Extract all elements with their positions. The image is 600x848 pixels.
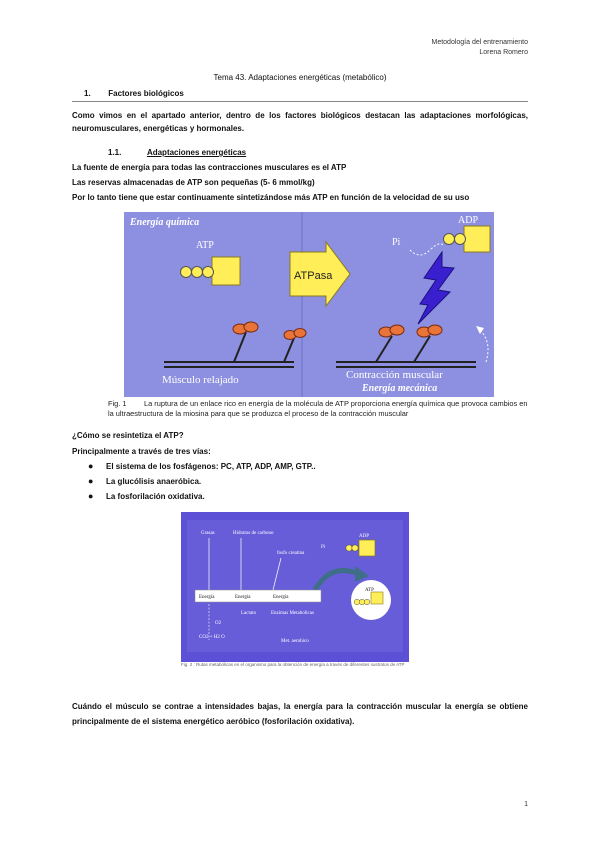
label-energia-quimica: Energía química [130, 217, 200, 228]
header-course: Metodología del entrenamiento [431, 39, 528, 46]
figure-1-caption [108, 399, 528, 419]
figure-2-metabolic-routes [181, 512, 409, 662]
list-item-text: La glucólisis anaeróbica. [106, 477, 202, 486]
label-adp-2: ADP [359, 534, 370, 539]
label-energia-mecanica: Energía mecánica [362, 383, 438, 394]
figure-1-caption-text: La ruptura de un enlace rico en energía de la molécula de ATP proporciona energía química que provoca cambios en la ultraestructura de la miosina para que se produzca el proceso de la contracción muscular [108, 399, 528, 418]
subsection-heading [108, 148, 246, 157]
paths-intro: Principalmente a través de tres vías: [72, 447, 211, 456]
label-energia-3: Energía [273, 595, 289, 600]
label-energia-1: Energía [199, 595, 215, 600]
label-atpasa: ATPasa [294, 270, 333, 282]
label-met-aerobico: Met. aerobico [281, 639, 309, 644]
list-item [72, 459, 316, 474]
header-author: Lorena Romero [479, 49, 528, 56]
label-enzimas: Enzimas Metabolicas [271, 611, 314, 616]
label-energia-2: Energía [235, 595, 251, 600]
bullet-icon: ● [88, 476, 94, 486]
subsection-title: Adaptaciones energéticas [146, 148, 247, 157]
intro-paragraph: Como vimos en el apartado anterior, dentro de los factores biológicos destacan las adaptaciones morfológicas, neuromusculares, energéticas y hormonales. [72, 111, 528, 133]
text-line-3: Por lo tanto tiene que estar continuamente sintetizándose más ATP en función de la velocidad de su uso [72, 193, 470, 202]
bullet-icon: ● [88, 461, 94, 471]
list-item-text: El sistema de los fosfágenos: PC, ATP, ADP, AMP, GTP.. [106, 462, 316, 471]
page-number: 1 [524, 801, 528, 808]
final-paragraph: Cuándo el músculo se contrae a intensidades bajas, la energía para la contracción muscular la energía se obtiene principalmente de el sistema energético aeróbico (fosforilación oxidativa). [72, 702, 528, 726]
label-o2: O2 [215, 621, 222, 626]
label-fosfo: fosfo creatina [277, 551, 305, 556]
text-line-1: La fuente de energía para todas las contracciones musculares es el ATP [72, 163, 347, 172]
label-hidratos: Hidratos de carbono [233, 531, 274, 536]
label-atp-2: ATP [365, 588, 374, 593]
section-title: Factores biológicos [108, 89, 184, 98]
section-divider [72, 101, 528, 102]
label-musculo-relajado: Músculo relajado [162, 374, 239, 386]
label-grasas: Grasas [201, 531, 215, 536]
figure-2-caption: Fig. 2 : Rutas metabólicas en el organismo para la obtención de energía a través de diferentes sustratos de ATP [181, 662, 405, 667]
section-heading [84, 89, 184, 98]
label-lactato: Lactato [241, 611, 256, 616]
label-pi: Pi [392, 237, 401, 248]
section-number: 1. [84, 89, 91, 98]
label-adp: ADP [458, 215, 479, 226]
label-contraccion: Contracción muscular [346, 369, 443, 381]
label-atp-left: ATP [196, 240, 214, 251]
label-co2: CO2 + H2 O [199, 635, 225, 640]
label-pi-2: Pi [321, 545, 326, 550]
figure-1-atp-diagram [124, 212, 494, 397]
text-line-2: Las reservas almacenadas de ATP son pequeñas (5- 6 mmol/kg) [72, 178, 315, 187]
list-item [72, 489, 316, 504]
page-title: Tema 43. Adaptaciones energéticas (metabólico) [213, 73, 387, 82]
atp-circle [351, 580, 391, 620]
subsection-number: 1.1. [108, 148, 122, 157]
question-heading: ¿Cómo se resintetiza el ATP? [72, 431, 184, 440]
document-header [431, 38, 528, 58]
list-item [72, 474, 316, 489]
bullet-icon: ● [88, 491, 94, 501]
figure-1-caption-label: Fig. 1 [108, 399, 127, 408]
list-item-text: La fosforilación oxidativa. [106, 492, 205, 501]
pathways-list [72, 459, 316, 504]
